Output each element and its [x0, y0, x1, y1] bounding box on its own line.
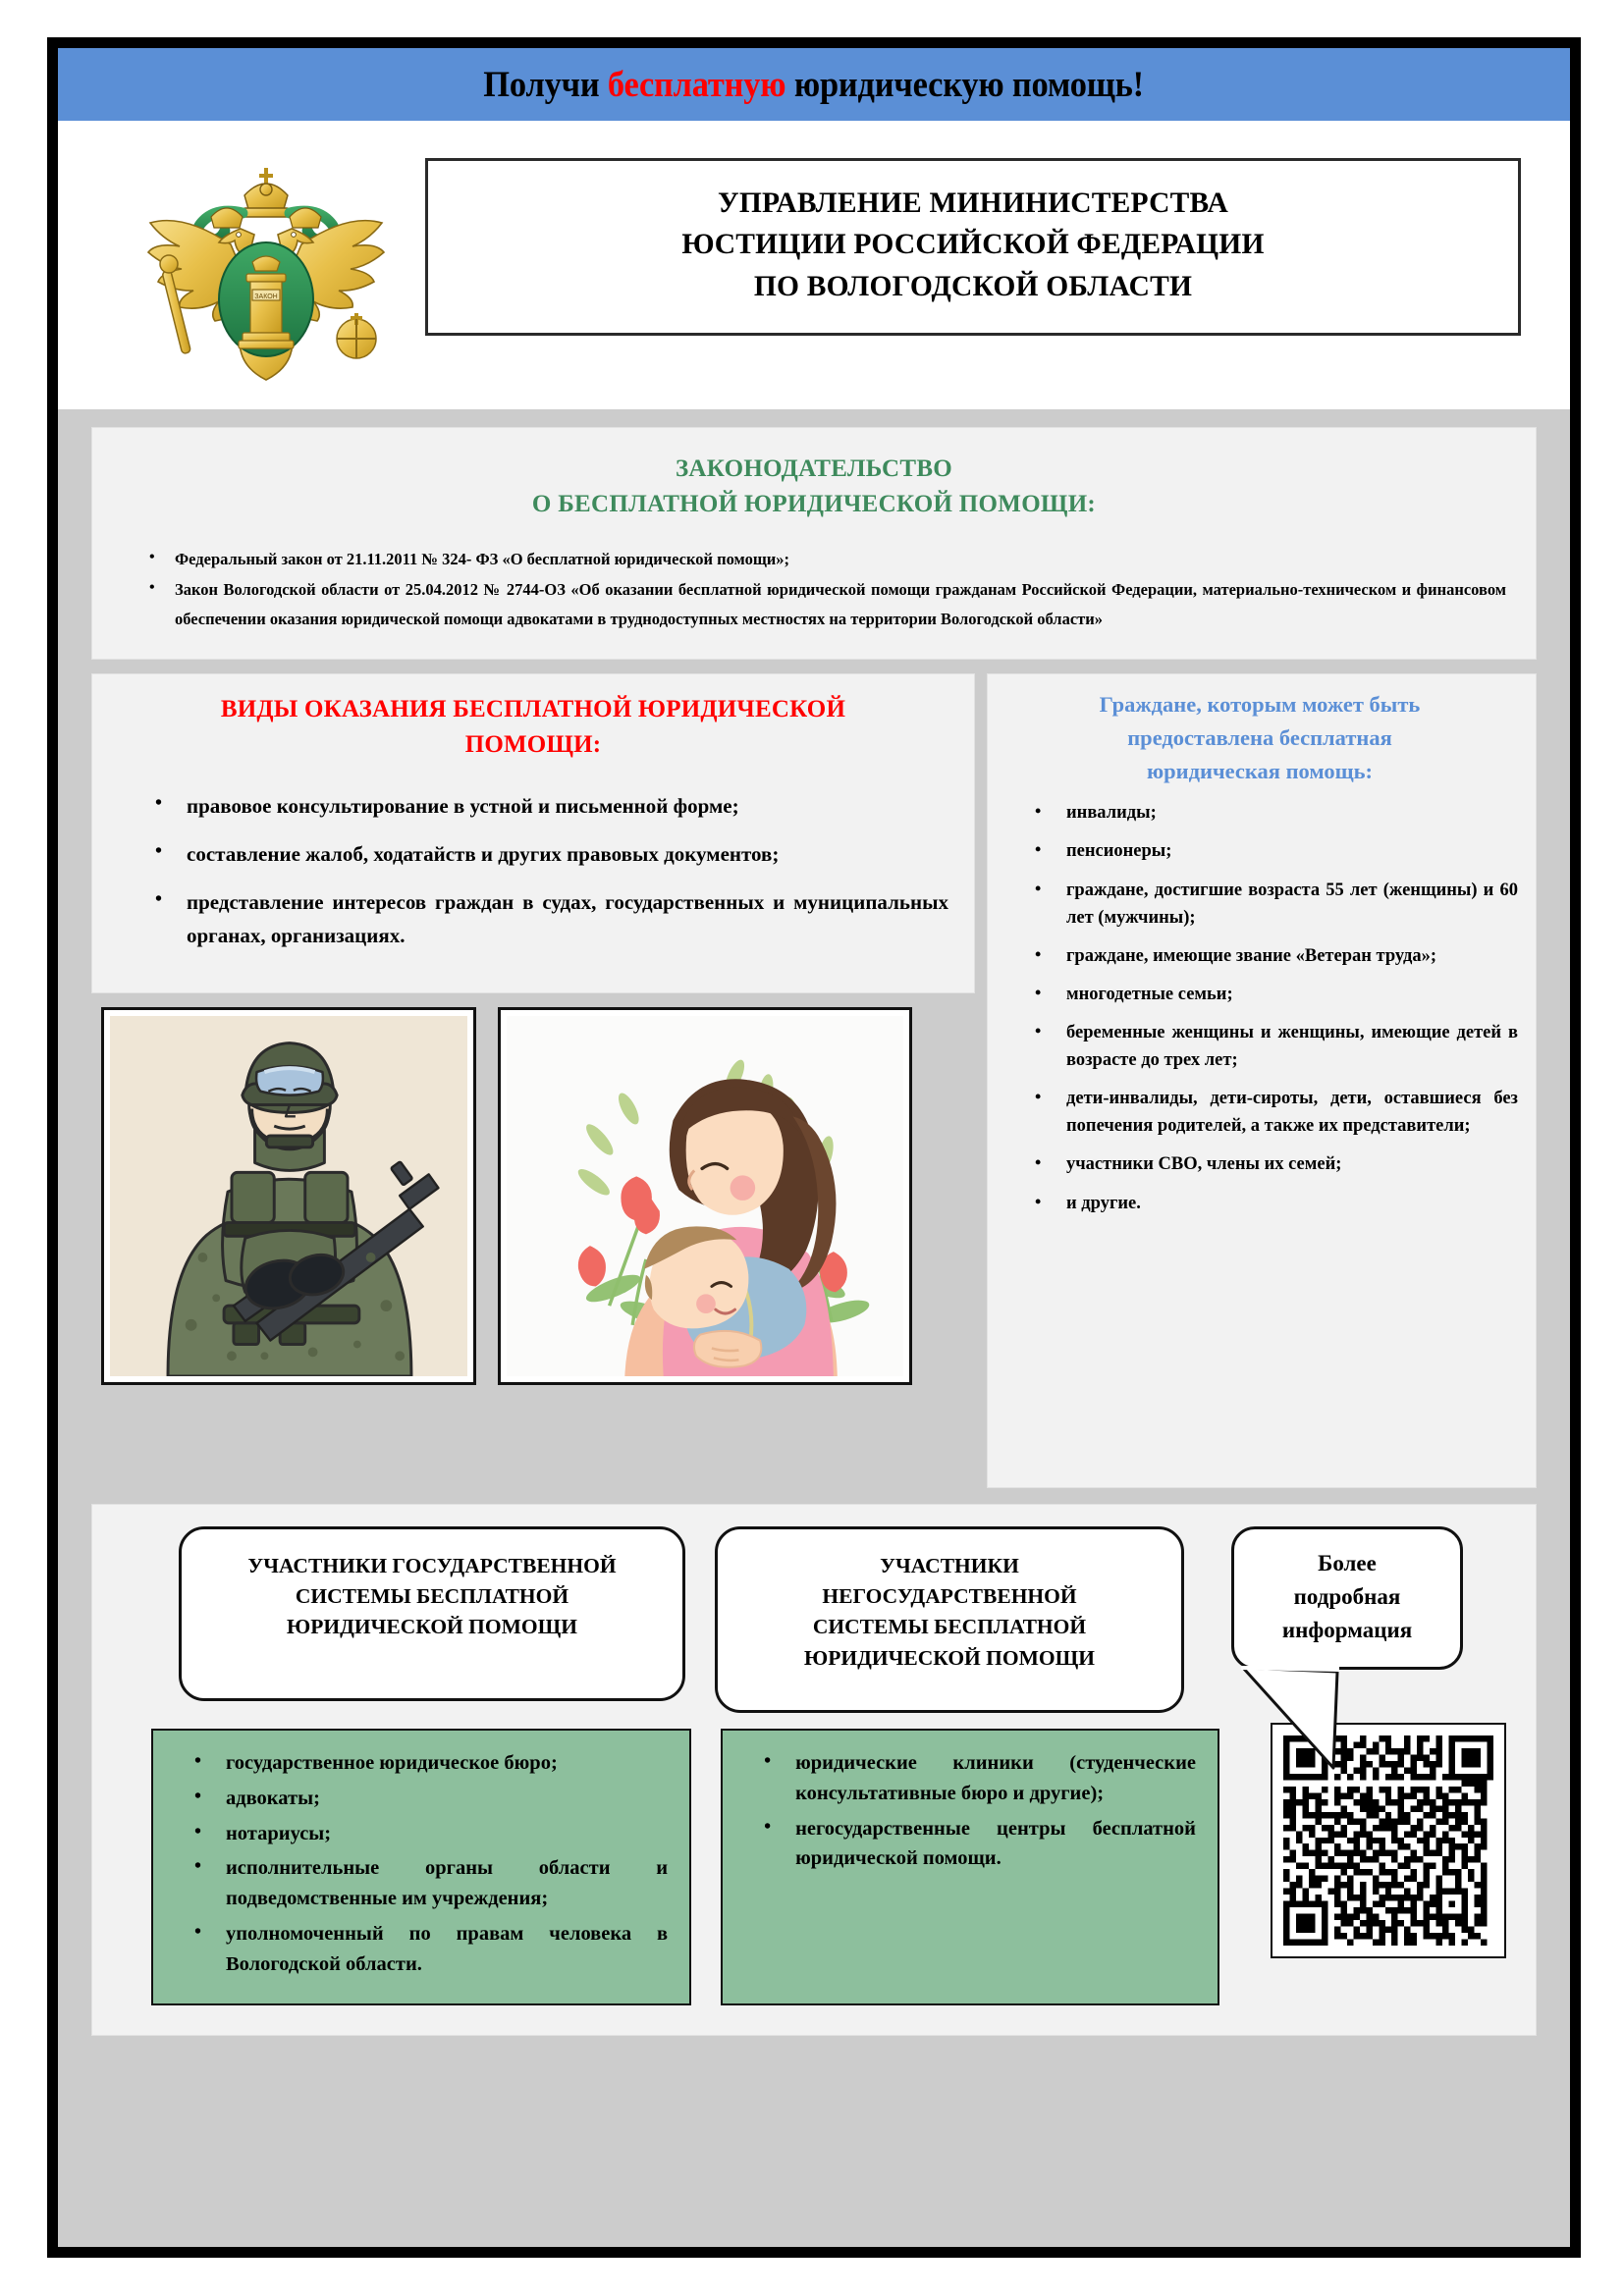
nongov-participants-list	[740, 1748, 1196, 1874]
participants-panel	[91, 1504, 1537, 2036]
more-info-bubble	[1231, 1526, 1463, 1670]
list-item: • исполнительные органы области и подведомственные им учреждения;	[171, 1853, 668, 1914]
nongov-participants-box	[721, 1729, 1219, 2005]
citizens-panel	[987, 673, 1537, 1488]
list-item: • представление интересов граждан в судах, государственных и муниципальных органах, организациях.	[132, 885, 948, 952]
nongov-system-heading-box	[715, 1526, 1184, 1713]
nongov-heading-line-4: ЮРИДИЧЕСКОЙ ПОМОЩИ	[804, 1645, 1095, 1670]
photo-row	[91, 1007, 975, 1385]
list-item: • дети-инвалиды, дети-сироты, дети, оставшиеся без попечения родителей, а также их представители;	[1001, 1085, 1518, 1140]
legislation-heading-line-2: О БЕСПЛАТНОЙ ЮРИДИЧЕСКОЙ ПОМОЩИ:	[531, 490, 1097, 517]
org-line-3: ПО ВОЛОГОДСКОЙ ОБЛАСТИ	[753, 270, 1193, 302]
list-item: • негосударственные центры бесплатной юридической помощи.	[740, 1814, 1196, 1875]
list-item: • многодетные семьи;	[1001, 981, 1518, 1008]
list-item: • правовое консультирование в устной и письменной форме;	[132, 789, 948, 823]
more-info-bubble-wrap	[1231, 1526, 1463, 1670]
list-item: • пенсионеры;	[1001, 837, 1518, 865]
banner-title	[484, 64, 1145, 106]
list-item: • Федеральный закон от 21.11.2011 № 324- ФЗ «О бесплатной юридической помощи»;	[122, 545, 1506, 573]
legislation-heading-line-1: ЗАКОНОДАТЕЛЬСТВО	[675, 455, 953, 482]
list-item: • участники СВО, члены их семей;	[1001, 1150, 1518, 1178]
legislation-list	[122, 545, 1506, 633]
soldier-photo	[101, 1007, 476, 1385]
list-item: • государственное юридическое бюро;	[171, 1748, 668, 1779]
types-panel	[91, 673, 975, 993]
banner-prefix: Получи	[483, 64, 609, 105]
banner-highlight: бесплатную	[608, 64, 786, 105]
types-column	[91, 673, 975, 1385]
list-item: • граждане, достигшие возраста 55 лет (женщины) и 60 лет (мужчины);	[1001, 877, 1518, 932]
citizens-heading-line-1: Граждане, которым может быть	[1099, 692, 1421, 718]
list-item: • граждане, имеющие звание «Ветеран труда»;	[1001, 942, 1518, 970]
types-list	[132, 789, 948, 952]
mother-and-child-photo	[498, 1007, 912, 1385]
speech-bubble-tail-icon	[1239, 1666, 1367, 1774]
banner	[58, 48, 1570, 121]
header-row	[58, 121, 1570, 400]
citizens-heading-line-3: юридическая помощь:	[1146, 758, 1374, 783]
list-item: • Закон Вологодской области от 25.04.2012 № 2744-ОЗ «Об оказании бесплатной юридической помощи гражданам Российской Федерации, материально-техническом и финансовом обеспечении оказания юридической помощи адвокатами в труднодоступных местностях на территории Вологодской области»	[122, 575, 1506, 633]
more-info-line-1: Более	[1318, 1551, 1377, 1576]
legislation-panel	[91, 427, 1537, 660]
nongov-heading-line-1: УЧАСТНИКИ	[880, 1554, 1019, 1578]
gov-system-heading-box	[179, 1526, 685, 1701]
poster-frame	[47, 37, 1581, 2258]
citizens-heading-line-2: предоставлена бесплатная	[1127, 724, 1392, 750]
gov-heading-line-2: СИСТЕМЫ БЕСПЛАТНОЙ	[295, 1584, 569, 1609]
citizens-list	[1001, 799, 1518, 1216]
types-heading-line-2: ПОМОЩИ:	[464, 731, 602, 759]
nongov-heading-line-3: СИСТЕМЫ БЕСПЛАТНОЙ	[812, 1615, 1087, 1639]
list-item: • нотариусы;	[171, 1819, 668, 1849]
header-zone	[58, 48, 1570, 409]
participants-heading-row	[122, 1526, 1506, 1713]
banner-suffix: юридическую помощь!	[785, 64, 1145, 105]
org-line-1: УПРАВЛЕНИЕ МИНИНИСТЕРСТВА	[717, 187, 1228, 219]
gov-participants-list	[171, 1748, 668, 1979]
gov-heading-line-1: УЧАСТНИКИ ГОСУДАРСТВЕННОЙ	[247, 1554, 617, 1578]
more-info-line-2: подробная	[1293, 1584, 1401, 1610]
gov-heading-line-3: ЮРИДИЧЕСКОЙ ПОМОЩИ	[287, 1615, 577, 1639]
emblem-pillar-text: ЗАКОН	[254, 294, 278, 300]
legislation-heading	[122, 452, 1506, 521]
types-heading-line-1: ВИДЫ ОКАЗАНИЯ БЕСПЛАТНОЙ ЮРИДИЧЕСКОЙ	[220, 696, 846, 723]
gov-participants-box	[151, 1729, 691, 2005]
list-item: • юридические клиники (студенческие консультативные бюро и другие);	[740, 1748, 1196, 1809]
organization-title-box	[425, 158, 1521, 336]
list-item: • адвокаты;	[171, 1784, 668, 1814]
list-item: • и другие.	[1001, 1190, 1518, 1217]
middle-section	[91, 673, 1537, 1488]
list-item: • составление жалоб, ходатайств и других правовых документов;	[132, 837, 948, 871]
org-line-2: ЮСТИЦИИ РОССИЙСКОЙ ФЕДЕРАЦИИ	[681, 229, 1265, 261]
list-item: • инвалиды;	[1001, 799, 1518, 827]
list-item: • уполномоченный по правам человека в Вологодской области.	[171, 1919, 668, 1980]
citizens-heading	[1001, 688, 1518, 787]
nongov-heading-line-2: НЕГОСУДАРСТВЕННОЙ	[822, 1584, 1077, 1609]
citizens-column	[987, 673, 1537, 1488]
content-body	[58, 409, 1570, 2036]
more-info-line-3: информация	[1281, 1618, 1413, 1643]
types-heading	[118, 692, 948, 764]
ministry-of-justice-emblem-icon	[136, 134, 396, 392]
list-item: • беременные женщины и женщины, имеющие детей в возрасте до трех лет;	[1001, 1019, 1518, 1074]
